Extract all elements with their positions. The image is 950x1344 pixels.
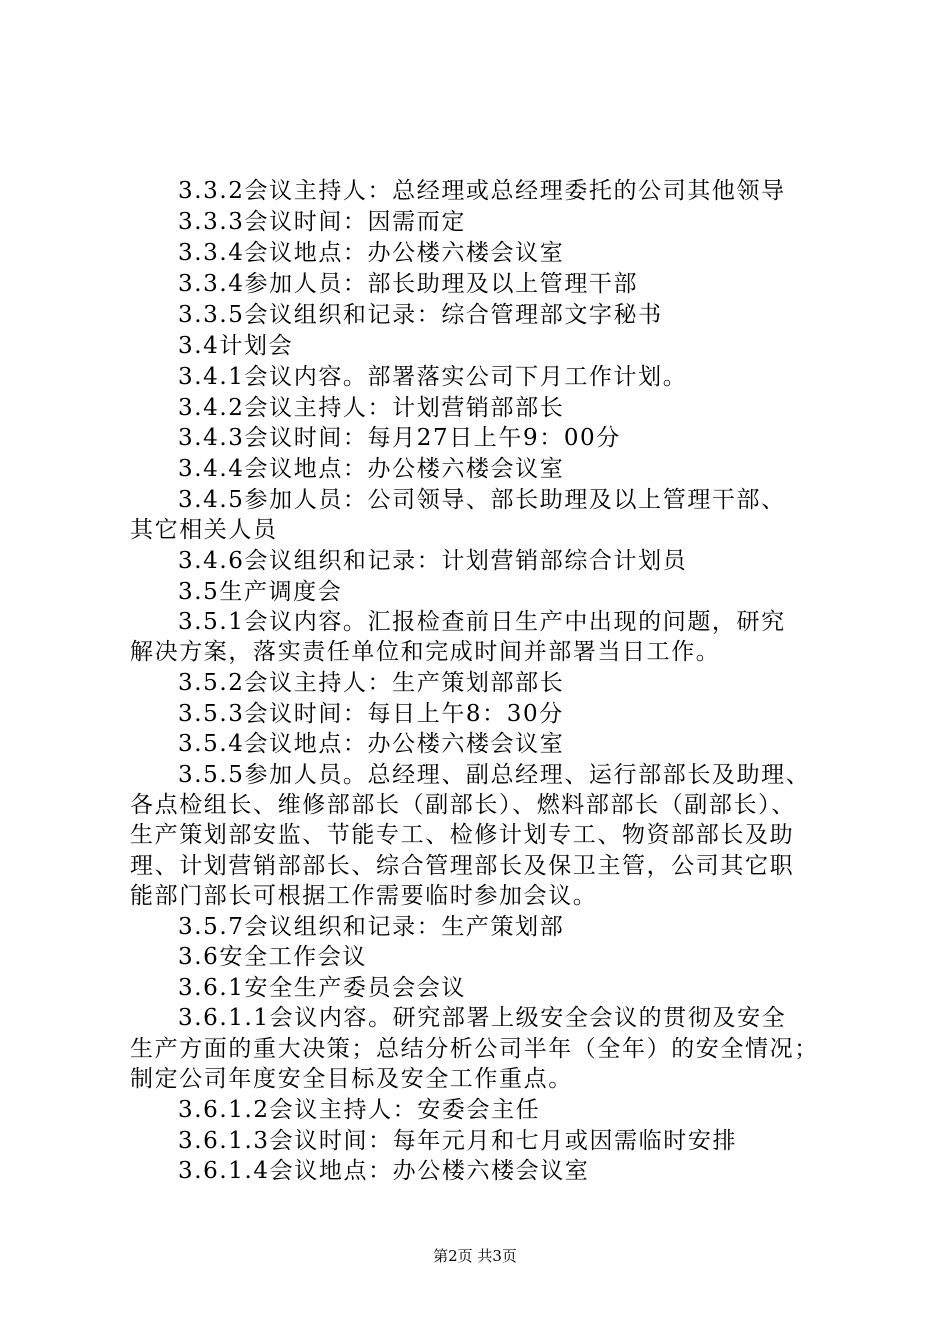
text-line: 生产方面的重大决策；总结分析公司半年（全年）的安全情况； bbox=[130, 1036, 819, 1062]
text-line: 3.5.5参加人员。总经理、副总经理、运行部部长及助理、 bbox=[178, 762, 811, 788]
text-line: 3.6.1安全生产委员会会议 bbox=[178, 975, 466, 1001]
text-line: 理、计划营销部部长、综合管理部长及保卫主管，公司其它职 bbox=[130, 853, 795, 879]
text-line: 各点检组长、维修部部长（副部长）、燃料部部长（副部长）、 bbox=[130, 792, 796, 818]
text-line: 3.4.5参加人员：公司领导、部长助理及以上管理干部、 bbox=[178, 487, 786, 513]
text-line: 3.5.1会议内容。汇报检查前日生产中出现的问题，研究 bbox=[178, 609, 786, 635]
text-line: 3.4.3会议时间：每月27日上午9：00分 bbox=[178, 425, 621, 451]
text-line: 制定公司年度安全目标及安全工作重点。 bbox=[130, 1066, 573, 1092]
text-line: 3.6.1.1会议内容。研究部署上级安全会议的贯彻及安全 bbox=[178, 1005, 787, 1031]
text-line: 3.3.4参加人员：部长助理及以上管理干部 bbox=[178, 271, 639, 297]
text-line: 能部门部长可根据工作需要临时参加会议。 bbox=[130, 883, 598, 909]
text-line: 3.5.4会议地点：办公楼六楼会议室 bbox=[178, 731, 565, 757]
text-line: 3.5.7会议组织和记录：生产策划部 bbox=[178, 914, 565, 940]
text-line: 3.4.1会议内容。部署落实公司下月工作计划。 bbox=[178, 364, 688, 390]
text-line: 生产策划部安监、节能专工、检修计划专工、物资部部长及助 bbox=[130, 822, 795, 848]
text-line: 3.4.4会议地点：办公楼六楼会议室 bbox=[178, 456, 565, 482]
text-line: 解决方案，落实责任单位和完成时间并部署当日工作。 bbox=[130, 639, 721, 665]
text-line: 3.5.2会议主持人：生产策划部部长 bbox=[178, 670, 565, 696]
text-line: 3.3.2会议主持人：总经理或总经理委托的公司其他领导 bbox=[178, 178, 786, 204]
text-line: 3.6安全工作会议 bbox=[178, 944, 367, 970]
text-line: 3.6.1.3会议时间：每年元月和七月或因需临时安排 bbox=[178, 1128, 738, 1154]
text-line: 3.6.1.4会议地点：办公楼六楼会议室 bbox=[178, 1158, 590, 1184]
text-line: 3.6.1.2会议主持人：安委会主任 bbox=[178, 1097, 541, 1123]
text-line: 3.5.3会议时间：每日上午8：30分 bbox=[178, 701, 564, 727]
text-line: 3.3.5会议组织和记录：综合管理部文字秘书 bbox=[178, 302, 663, 328]
text-line: 3.4.2会议主持人：计划营销部部长 bbox=[178, 395, 565, 421]
text-line: 3.5生产调度会 bbox=[178, 579, 343, 605]
text-line: 其它相关人员 bbox=[130, 517, 278, 543]
page-footer: 第2页 共3页 bbox=[433, 1247, 517, 1265]
text-line: 3.3.4会议地点：办公楼六楼会议室 bbox=[178, 240, 565, 266]
text-line: 3.3.3会议时间：因需而定 bbox=[178, 209, 466, 235]
text-line: 3.4.6会议组织和记录：计划营销部综合计划员 bbox=[178, 548, 688, 574]
text-line: 3.4计划会 bbox=[178, 333, 294, 359]
